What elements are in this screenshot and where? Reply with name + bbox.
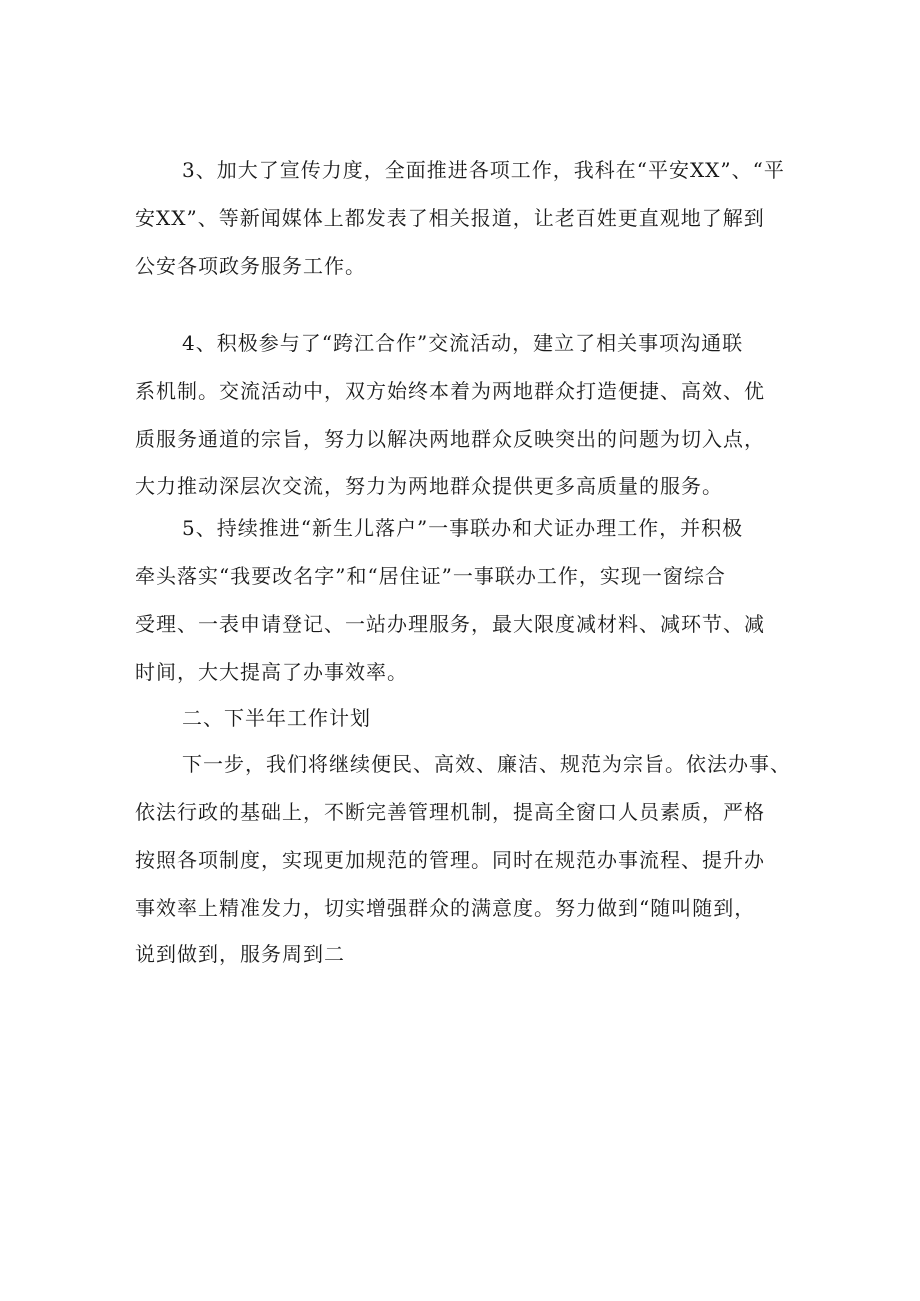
paragraph-line: 按照各项制度，实现更加规范的管理。同时在规范办事流程、提升办 — [135, 848, 765, 872]
paragraph-line: 下一步，我们将继续便民、高效、廉洁、规范为宗旨。依法办事、 — [182, 752, 791, 776]
paragraph-line: 公安各项政务服务工作。 — [135, 254, 366, 278]
paragraph-line: 依法行政的基础上，不断完善管理机制，提高全窗口人员素质，严格 — [135, 800, 765, 824]
paragraph-line: 4、积极参与了“跨江合作”交流活动，建立了相关事项沟通联 — [182, 331, 744, 355]
paragraph-line: 说到做到，服务周到二 — [135, 942, 345, 966]
paragraph-line: 牵头落实“我要改名字”和“居住证”一事联办工作，实现一窗综合 — [135, 564, 726, 588]
section-heading: 二、下半年工作计划 — [182, 706, 371, 730]
paragraph-line: 时间，大大提高了办事效率。 — [135, 660, 408, 684]
paragraph-line: 受理、一表申请登记、一站办理服务，最大限度减材料、减环节、减 — [135, 612, 765, 636]
paragraph-line: 大力推动深层次交流，努力为两地群众提供更多高质量的服务。 — [135, 474, 723, 498]
paragraph-line: 3、加大了宣传力度，全面推进各项工作，我科在“平安XX”、“平 — [182, 158, 785, 182]
paragraph-line: 5、持续推进“新生儿落户”一事联办和犬证办理工作，并积极 — [182, 516, 744, 540]
paragraph-line: 安XX”、等新闻媒体上都发表了相关报道，让老百姓更直观地了解到 — [135, 206, 765, 230]
paragraph-line: 事效率上精准发力，切实增强群众的满意度。努力做到“随叫随到， — [135, 896, 756, 920]
paragraph-line: 质服务通道的宗旨，努力以解决两地群众反映突出的问题为切入点， — [135, 427, 765, 451]
paragraph-line: 系机制。交流活动中，双方始终本着为两地群众打造便捷、高效、优 — [135, 379, 765, 403]
